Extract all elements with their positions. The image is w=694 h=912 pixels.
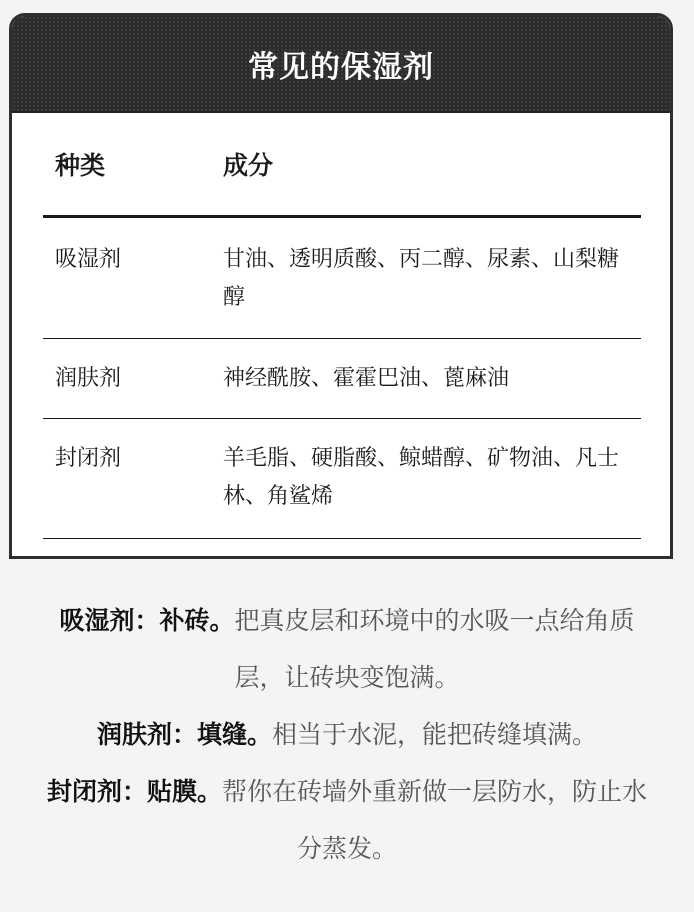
note-emollient bbox=[40, 706, 654, 763]
note-term: 封闭剂： bbox=[46, 777, 147, 806]
row-type: 吸湿剂 bbox=[55, 247, 122, 272]
header-type: 种类 bbox=[55, 151, 106, 180]
row-type: 润肤剂 bbox=[55, 366, 122, 391]
row-ingredients: 神经酰胺、霍霍巴油、蓖麻油 bbox=[223, 366, 510, 391]
card-title: 常见的保湿剂 bbox=[248, 49, 434, 85]
row-ingredients: 甘油、透明质酸、丙二醇、尿素、山梨糖醇 bbox=[223, 247, 620, 310]
note-metaphor: 补砖。 bbox=[159, 606, 235, 635]
explanation-notes bbox=[0, 592, 694, 877]
table-row bbox=[43, 419, 641, 539]
header-ingredients: 成分 bbox=[223, 151, 274, 180]
note-occlusive bbox=[40, 763, 654, 877]
note-text: 相当于水泥，能把砖缝填满。 bbox=[272, 720, 598, 749]
note-term: 润肤剂： bbox=[96, 720, 197, 749]
note-humectant bbox=[40, 592, 654, 706]
card-header bbox=[12, 16, 670, 113]
humectant-card bbox=[9, 13, 673, 559]
table-row bbox=[43, 339, 641, 419]
note-term: 吸湿剂： bbox=[59, 606, 160, 635]
row-ingredients: 羊毛脂、硬脂酸、鲸蜡醇、矿物油、凡士林、角鲨烯 bbox=[223, 446, 620, 509]
humectant-table bbox=[43, 113, 641, 539]
table-header-row bbox=[43, 113, 641, 218]
note-metaphor: 填缝。 bbox=[196, 720, 272, 749]
note-text: 把真皮层和环境中的水吸一点给角质层，让砖块变饱满。 bbox=[234, 606, 635, 692]
row-type: 封闭剂 bbox=[55, 446, 122, 471]
note-text: 帮你在砖墙外重新做一层防水，防止水分蒸发。 bbox=[222, 777, 648, 863]
table-row bbox=[43, 218, 641, 339]
note-metaphor: 贴膜。 bbox=[146, 777, 222, 806]
